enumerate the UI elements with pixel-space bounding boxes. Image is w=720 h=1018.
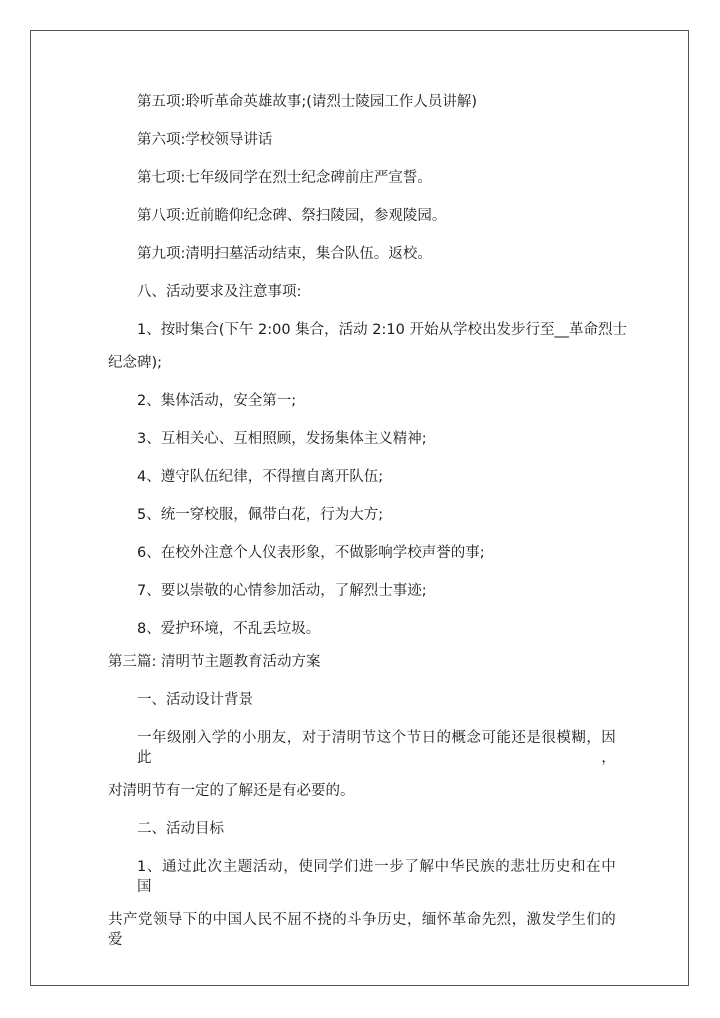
background-paragraph-line-2: 对清明节有一定的了解还是有必要的。 — [108, 783, 355, 799]
goal-1-line-1: 1、通过此次主题活动，使同学们进一步了解中华民族的悲壮历史和在中国 — [137, 859, 616, 895]
chapter-title-3: 第三篇: 清明节主题教育活动方案 — [108, 654, 321, 670]
document-body — [108, 92, 627, 950]
background-paragraph-line-1: 一年级刚入学的小朋友，对于清明节这个节日的概念可能还是很模糊，因此， — [137, 730, 616, 766]
requirement-1-continued: 纪念碑); — [108, 355, 163, 371]
requirement-3: 3、互相关心、互相照顾，发扬集体主义精神; — [137, 431, 427, 447]
goal-1-line-2: 共产党领导下的中国人民不屈不挠的斗争历史，缅怀革命先烈，激发学生们的爱 — [108, 912, 616, 948]
section-heading-background: 一、活动设计背景 — [137, 692, 253, 708]
requirement-8: 8、爱护环境，不乱丢垃圾。 — [137, 621, 321, 637]
item-9: 第九项:清明扫墓活动结束，集合队伍。返校。 — [137, 246, 432, 262]
requirement-1: 1、按时集合(下午 2:00 集合，活动 2:10 开始从学校出发步行至__革命烈士 — [137, 322, 627, 338]
section-heading-goals: 二、活动目标 — [137, 821, 224, 837]
item-6: 第六项:学校领导讲话 — [137, 132, 273, 148]
requirement-7: 7、要以崇敬的心情参加活动，了解烈士事迹; — [137, 583, 427, 599]
requirement-4: 4、遵守队伍纪律，不得擅自离开队伍; — [137, 469, 384, 485]
item-8: 第八项:近前瞻仰纪念碑、祭扫陵园，参观陵园。 — [137, 208, 447, 224]
requirement-6: 6、在校外注意个人仪表形象，不做影响学校声誉的事; — [137, 545, 485, 561]
requirement-5: 5、统一穿校服，佩带白花，行为大方; — [137, 507, 384, 523]
section-heading-8: 八、活动要求及注意事项: — [137, 284, 302, 300]
item-7: 第七项:七年级同学在烈士纪念碑前庄严宣誓。 — [137, 170, 432, 186]
requirement-2: 2、集体活动，安全第一; — [137, 393, 297, 409]
item-5: 第五项:聆听革命英雄故事;(请烈士陵园工作人员讲解) — [137, 94, 478, 110]
